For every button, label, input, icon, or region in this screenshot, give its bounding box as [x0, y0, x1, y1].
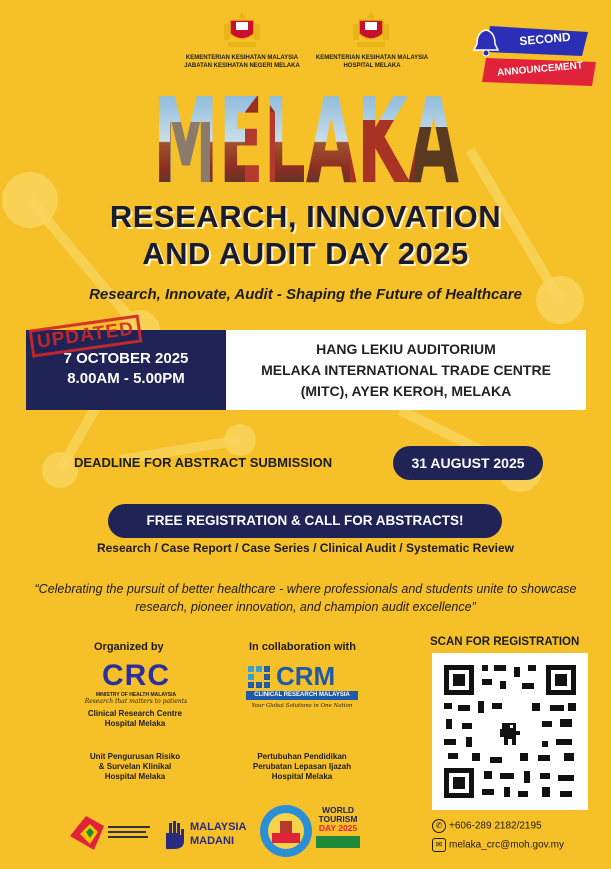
- madani-line2: MADANI: [190, 835, 234, 847]
- free-registration-banner[interactable]: FREE REGISTRATION & CALL FOR ABSTRACTS!: [108, 504, 502, 538]
- organizer-unit-line3: Hospital Melaka: [104, 772, 166, 781]
- visit-melaka-logo: [258, 803, 314, 859]
- title-line-1: RESEARCH, INNOVATION: [109, 199, 502, 234]
- partner-line2: Perubatan Lepasan Ijazah: [252, 762, 352, 771]
- event-date: 7 OCTOBER 2025: [63, 350, 189, 367]
- ministry-right-line2: HOSPITAL MELAKA: [343, 63, 401, 69]
- organizer-unit: [66, 752, 204, 782]
- madani-line1: MALAYSIA: [190, 821, 247, 833]
- wtd-line3: DAY 2025: [318, 823, 358, 833]
- contact-phone: [432, 819, 542, 833]
- contact-email: [432, 838, 564, 852]
- melaka-state-logo: [66, 806, 156, 858]
- updated-stamp: UPDATED: [29, 314, 143, 357]
- crc-logo-motto: Research that matters to patients: [84, 698, 188, 705]
- bell-icon: [472, 28, 500, 58]
- malaysia-coat-of-arms-right: [351, 10, 391, 50]
- event-quote: “Celebrating the pursuit of better healthcare - where professionals and students unite to showcase research, pioneer innovation, and champion audit excellence”: [34, 582, 577, 614]
- collaborator-partner: [232, 752, 372, 782]
- organizer-unit-line1: Unit Pengurusan Risiko: [89, 752, 181, 761]
- deadline-label: DEADLINE FOR ABSTRACT SUBMISSION: [74, 455, 333, 470]
- world-tourism-day-logo: [316, 806, 360, 848]
- badge-line-second: SECOND: [518, 29, 572, 49]
- crm-logo-motto: Your Global Solutions in One Nation: [251, 703, 353, 709]
- deadline-date-pill: 31 AUGUST 2025: [393, 446, 543, 480]
- partner-line3: Hospital Melaka: [271, 772, 333, 781]
- partner-line1: Pertubuhan Pendidikan: [257, 752, 347, 761]
- crm-grid-icon: [248, 666, 270, 688]
- abstract-types: Research / Case Report / Case Series / Clinical Audit / Systematic Review: [96, 541, 515, 555]
- event-venue: [226, 330, 586, 410]
- contact-phone-text: +606-289 2182/2195: [449, 820, 542, 832]
- crm-logo-text: CRM: [276, 661, 336, 691]
- wtd-line2: TOURISM: [318, 814, 358, 824]
- venue-line-1: HANG LEKIU AUDITORIUM: [316, 341, 496, 357]
- organizer-unit-line2: & Survelan Klinikal: [98, 762, 172, 771]
- ministry-left-line1: KEMENTERIAN KESIHATAN MALAYSIA: [185, 55, 299, 61]
- ministry-right-line1: KEMENTERIAN KESIHATAN MALAYSIA: [315, 55, 429, 61]
- ministry-left-line2: JABATAN KESIHATAN NEGERI MELAKA: [184, 63, 300, 69]
- badge-line-announcement: ANNOUNCEMENT: [496, 60, 584, 79]
- organizer-name: [66, 709, 204, 729]
- organized-by-heading: Organized by: [94, 641, 164, 653]
- event-time: 8.00AM - 5.00PM: [67, 370, 185, 387]
- crc-logo: [76, 660, 196, 705]
- ministry-label-right: [310, 54, 434, 70]
- ministry-label-left: [178, 54, 306, 70]
- wtd-band: [316, 836, 360, 848]
- scan-heading: SCAN FOR REGISTRATION: [430, 636, 580, 648]
- venue-line-2: MELAKA INTERNATIONAL TRADE CENTRE: [261, 362, 551, 378]
- second-announcement-badge: [470, 22, 600, 94]
- crc-logo-sub: MINISTRY OF HEALTH MALAYSIA: [95, 692, 177, 698]
- collaboration-heading: In collaboration with: [249, 641, 356, 653]
- registration-qr-code[interactable]: [432, 653, 588, 810]
- malaysia-madani-logo: [160, 815, 260, 855]
- organizer-name-line1: Clinical Research Centre: [87, 709, 183, 718]
- qr-code-icon: [432, 653, 588, 810]
- malaysia-coat-of-arms-left: [222, 10, 262, 50]
- title-line-2: AND AUDIT DAY 2025: [142, 236, 469, 271]
- crm-logo-band: CLINICAL RESEARCH MALAYSIA: [246, 691, 358, 700]
- phone-icon: ✆: [432, 819, 446, 833]
- melaka-hero-word: [150, 82, 463, 190]
- contact-email-text: melaka_crc@moh.gov.my: [449, 839, 564, 851]
- email-icon: ✉: [432, 838, 446, 852]
- venue-line-3: (MITC), AYER KEROH, MELAKA: [300, 383, 512, 399]
- madani-hand-icon: [160, 817, 188, 851]
- tagline: Research, Innovate, Audit - Shaping the Future of Healthcare: [89, 286, 522, 303]
- organizer-name-line2: Hospital Melaka: [104, 719, 166, 728]
- wtd-line1: WORLD: [321, 805, 355, 815]
- crc-logo-text: CRC: [102, 659, 170, 692]
